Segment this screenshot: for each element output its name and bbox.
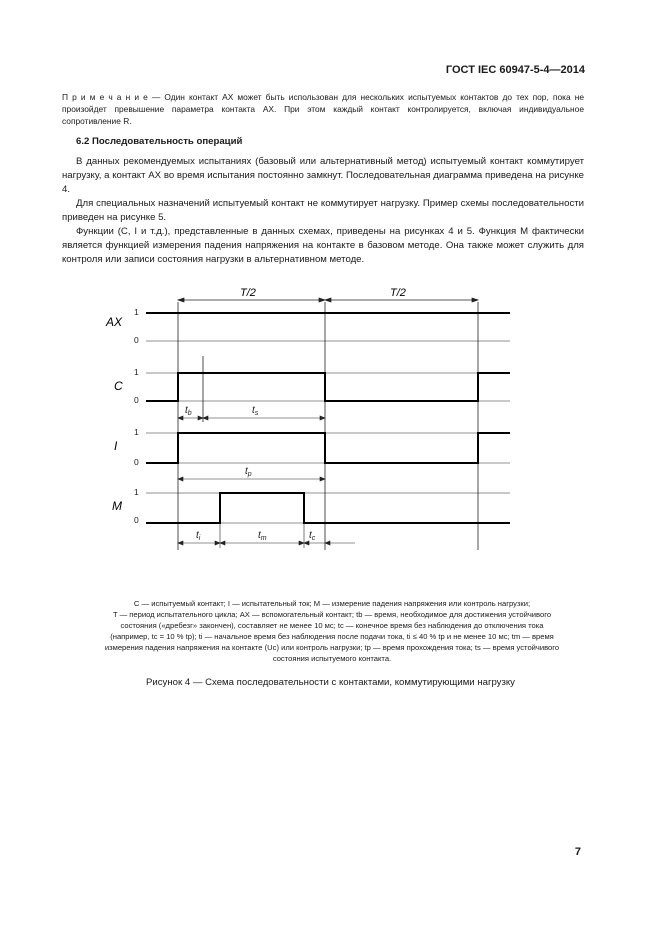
legend-line: измерения падения напряжения на контакте (Uc) или контроль нагрузки; tp — время прохождения тока; ts — время устойчивого <box>104 643 560 652</box>
signal-label-m: M <box>112 499 122 513</box>
signal-m-waveform <box>146 493 510 523</box>
svg-text:1: 1 <box>134 487 139 497</box>
legend-line: состояния («дребезг» закончен), составляет не менее 10 мс; tc — конечное время без наблюдения до отключения тока <box>120 621 544 630</box>
legend-line: T — период испытательного цикла; AX — вспомогательный контакт; tb — время, необходимое для достижения устойчивого <box>112 610 552 619</box>
signal-c-waveform <box>146 373 510 401</box>
signal-i-waveform <box>146 433 510 463</box>
figure-legend <box>58 598 606 664</box>
document-header: ГОСТ IEC 60947-5-4—2014 <box>445 64 585 76</box>
label-tb: $t_b$ <box>185 405 192 417</box>
figure-caption: Рисунок 4 — Схема последовательности с контактами, коммутирующими нагрузку <box>146 677 515 688</box>
timing-diagram <box>100 282 520 562</box>
svg-text:0: 0 <box>134 457 139 467</box>
label-tp: $t_p$ <box>245 466 252 478</box>
svg-text:1: 1 <box>134 427 139 437</box>
label-ti: $t_i$ <box>196 530 201 542</box>
paragraph-2: Для специальных назначений испытуемый контакт не коммутирует нагрузку. Пример схемы последовательности приведен на рисунке 5. <box>62 198 584 223</box>
signal-label-ax: AX <box>106 315 123 329</box>
legend-line: (например, tc = 10 % tp); ti — начальное время без наблюдения после подачи тока, ti ≤ 40 % tp и не менее 10 мс; tm — время <box>110 632 554 641</box>
signal-label-c: C <box>114 379 123 393</box>
svg-text:1: 1 <box>134 307 139 317</box>
paragraph-3: Функции (C, I и т.д.), представленные в данных схемах, приведены на рисунках 4 и 5. Функция M фактически является функцией измерения падения напряжения на контакте в базовом методе. Она также может служить для контроля или записи состояния нагрузки в альтернативном методе. <box>62 226 584 265</box>
svg-text:0: 0 <box>134 515 139 525</box>
label-tc: $t_c$ <box>309 530 316 542</box>
signal-label-i: I <box>114 439 118 453</box>
svg-text:0: 0 <box>134 395 139 405</box>
legend-line: C — испытуемый контакт; I — испытательный ток; M — измерение падения напряжения или контроль нагрузки; <box>133 599 531 608</box>
note: П р и м е ч а н и е — Один контакт AX может быть использован для нескольких испытуемых контактов до тех пор, пока не произойдет превышение параметра контакта AX. При этом каждый контакт контролируется, включая индивидуальное сопротивление R. <box>62 92 584 126</box>
section-heading: 6.2 Последовательность операций <box>76 136 243 147</box>
label-ts: $t_s$ <box>252 405 259 417</box>
period-label-1: T/2 <box>240 287 256 299</box>
legend-line: состояния испытуемого контакта. <box>272 654 392 663</box>
page-number: 7 <box>574 846 581 858</box>
period-label-2: T/2 <box>390 287 406 299</box>
label-tm: $t_m$ <box>258 530 267 542</box>
svg-text:0: 0 <box>134 335 139 345</box>
paragraph-1: В данных рекомендуемых испытаниях (базовый или альтернативный метод) испытуемый контакт коммутирует нагрузку, а контакт AX во время испытания постоянно замкнут. Последовательная диаграмма приведена на рисунке 4. <box>62 156 584 195</box>
svg-text:1: 1 <box>134 367 139 377</box>
